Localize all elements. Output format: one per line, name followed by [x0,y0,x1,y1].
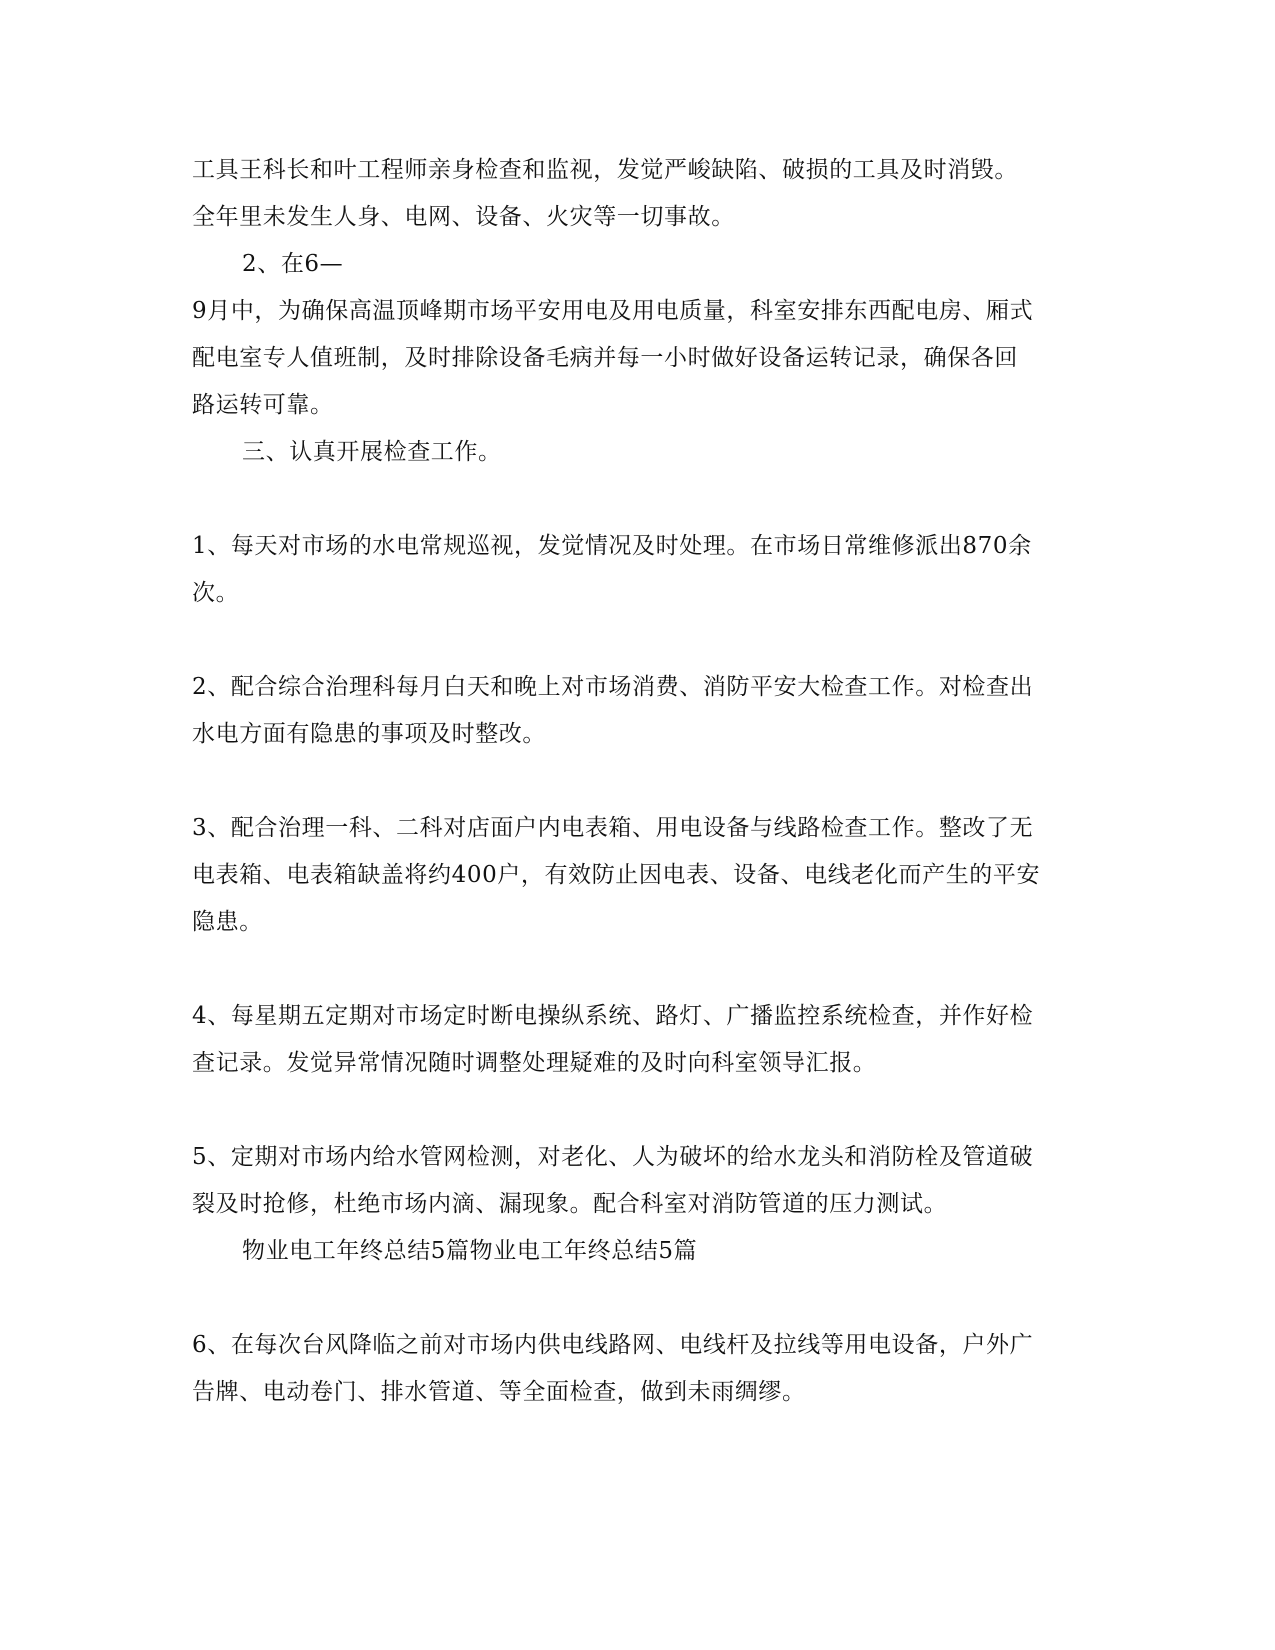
text-line: 告牌、电动卷门、排水管道、等全面检查，做到未雨绸缪。 [192,1379,806,1405]
text-line: 次。 [192,580,240,606]
text-line: 9月中，为确保高温顶峰期市场平安用电及用电质量，科室安排东西配电房、厢式 [192,298,1034,324]
text-line: 1、每天对市场的水电常规巡视，发觉情况及时处理。在市场日常维修派出870余 [192,533,1032,559]
text-line: 工具王科长和叶工程师亲身检查和监视，发觉严峻缺陷、破损的工具及时消毁。 [192,157,1018,183]
text-line: 隐患。 [192,909,263,935]
text-line: 路运转可靠。 [192,392,334,418]
section-heading: 三、认真开展检查工作。 [242,439,502,465]
text-line: 6、在每次台风降临之前对市场内供电线路网、电线杆及拉线等用电设备，户外广 [192,1332,1034,1358]
text-line: 配电室专人值班制，及时排除设备毛病并每一小时做好设备运转记录，确保各回 [192,345,1018,371]
text-line: 4、每星期五定期对市场定时断电操纵系统、路灯、广播监控系统检查，并作好检 [192,1003,1034,1029]
text-line: 2、配合综合治理科每月白天和晚上对市场消费、消防平安大检查工作。对检查出 [192,674,1034,700]
text-line: 3、配合治理一科、二科对店面户内电表箱、用电设备与线路检查工作。整改了无 [192,815,1034,841]
text-line: 5、定期对市场内给水管网检测，对老化、人为破坏的给水龙头和消防栓及管道破 [192,1144,1034,1170]
text-line: 2、在6— [242,251,344,277]
document-title-line: 物业电工年终总结5篇物业电工年终总结5篇 [242,1238,698,1264]
text-line: 查记录。发觉异常情况随时调整处理疑难的及时向科室领导汇报。 [192,1050,877,1076]
text-line: 全年里未发生人身、电网、设备、火灾等一切事故。 [192,204,735,230]
text-line: 电表箱、电表箱缺盖将约400户，有效防止因电表、设备、电线老化而产生的平安 [192,862,1041,888]
text-line: 裂及时抢修，杜绝市场内滴、漏现象。配合科室对消防管道的压力测试。 [192,1191,948,1217]
text-line: 水电方面有隐患的事项及时整改。 [192,721,546,747]
